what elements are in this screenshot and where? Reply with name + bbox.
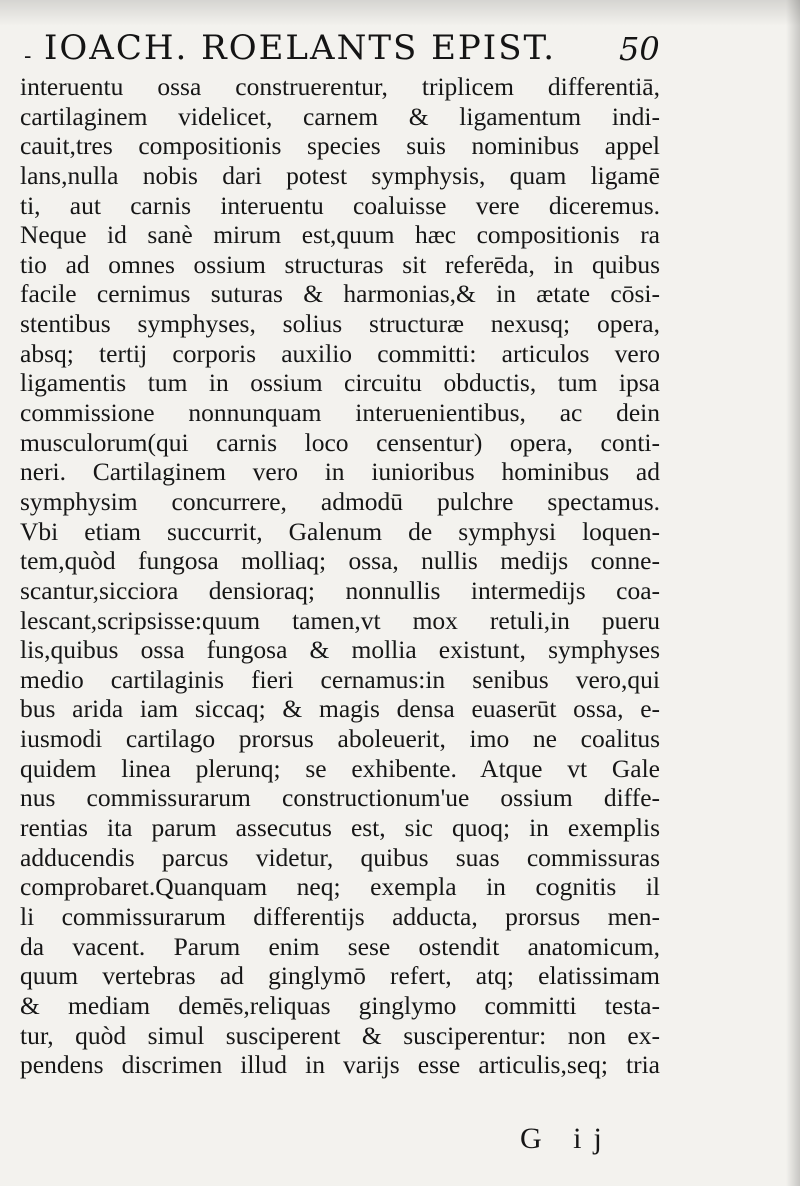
page-edge-shadow xyxy=(786,0,800,1186)
text-line: quidem linea plerunq; se exhibente. Atque vt Gale xyxy=(20,753,660,783)
text-line: interuentu ossa construerentur, triplicem differentiā, xyxy=(20,72,660,101)
text-line: commissione nonnunquam interuenientibus, ac dein xyxy=(20,398,660,428)
text-line: li commissurarum differentijs adducta, prorsus men- xyxy=(20,901,660,931)
page-number: 50 xyxy=(619,30,660,68)
text-line: & mediam demēs,reliquas ginglymo committi testa- xyxy=(20,990,660,1020)
text-line: ligamentis tum in ossium circuitu obductis, tum ipsa xyxy=(20,368,660,398)
text-line: lans,nulla nobis dari potest symphysis, quam ligamē xyxy=(20,160,660,190)
text-line: cauit,tres compositionis species suis nominibus appel xyxy=(20,131,660,161)
page-top-shadow xyxy=(0,0,800,26)
text-line: iusmodi cartilago prorsus aboleuerit, imo ne coalitus xyxy=(20,724,660,754)
text-line: facile cernimus suturas & harmonias,& in ætate cōsi- xyxy=(20,279,660,309)
text-line: pendens discrimen illud in varijs esse articulis,seq; tria xyxy=(20,1050,660,1080)
text-line: lis,quibus ossa fungosa & mollia existunt, symphyses xyxy=(20,635,660,665)
text-line: tio ad omnes ossium structuras sit referēda, in quibus xyxy=(20,249,660,279)
text-line: rentias ita parum assecutus est, sic quoq; in exemplis xyxy=(20,813,660,843)
text-line: medio cartilaginis fieri cernamus:in senibus vero,qui xyxy=(20,664,660,694)
text-line: adducendis parcus videtur, quibus suas commissuras xyxy=(20,842,660,872)
signature-mark: G ij xyxy=(520,1122,614,1155)
text-line: neri. Cartilaginem vero in iunioribus hominibus ad xyxy=(20,457,660,487)
body-text xyxy=(20,72,660,1080)
text-line: symphysim concurrere, admodū pulchre spectamus. xyxy=(20,486,660,516)
text-line: tur, quòd simul susciperent & susciperentur: non ex- xyxy=(20,1020,660,1050)
text-line: quum vertebras ad ginglymō refert, atq; elatissimam xyxy=(20,961,660,991)
running-head-title: IOACH. ROELANTS EPIST. xyxy=(44,28,556,68)
text-line: nus commissurarum constructionum'ue ossium diffe- xyxy=(20,783,660,813)
running-head-dash: - xyxy=(24,44,32,69)
text-line: Neque id sanè mirum est,quum hæc compositionis ra xyxy=(20,220,660,250)
text-line: da vacent. Parum enim sese ostendit anatomicum, xyxy=(20,931,660,961)
text-line: comprobaret.Quanquam neq; exempla in cognitis il xyxy=(20,872,660,902)
text-line: lescant,scripsisse:quum tamen,vt mox retuli,in pueru xyxy=(20,605,660,635)
text-line: musculorum(qui carnis loco censentur) opera, conti- xyxy=(20,427,660,457)
text-line: cartilaginem videlicet, carnem & ligamentum indi- xyxy=(20,101,660,131)
text-line: Vbi etiam succurrit, Galenum de symphysi loquen- xyxy=(20,516,660,546)
text-line: stentibus symphyses, solius structuræ nexusq; opera, xyxy=(20,309,660,339)
text-line: scantur,sicciora densioraq; nonnullis intermedijs coa- xyxy=(20,575,660,605)
text-line: tem,quòd fungosa molliaq; ossa, nullis medijs conne- xyxy=(20,546,660,576)
text-line: absq; tertij corporis auxilio committi: articulos vero xyxy=(20,338,660,368)
text-line: ti, aut carnis interuentu coaluisse vere diceremus. xyxy=(20,190,660,220)
text-line: bus arida iam siccaq; & magis densa euaserūt ossa, e- xyxy=(20,694,660,724)
running-head xyxy=(24,28,660,76)
